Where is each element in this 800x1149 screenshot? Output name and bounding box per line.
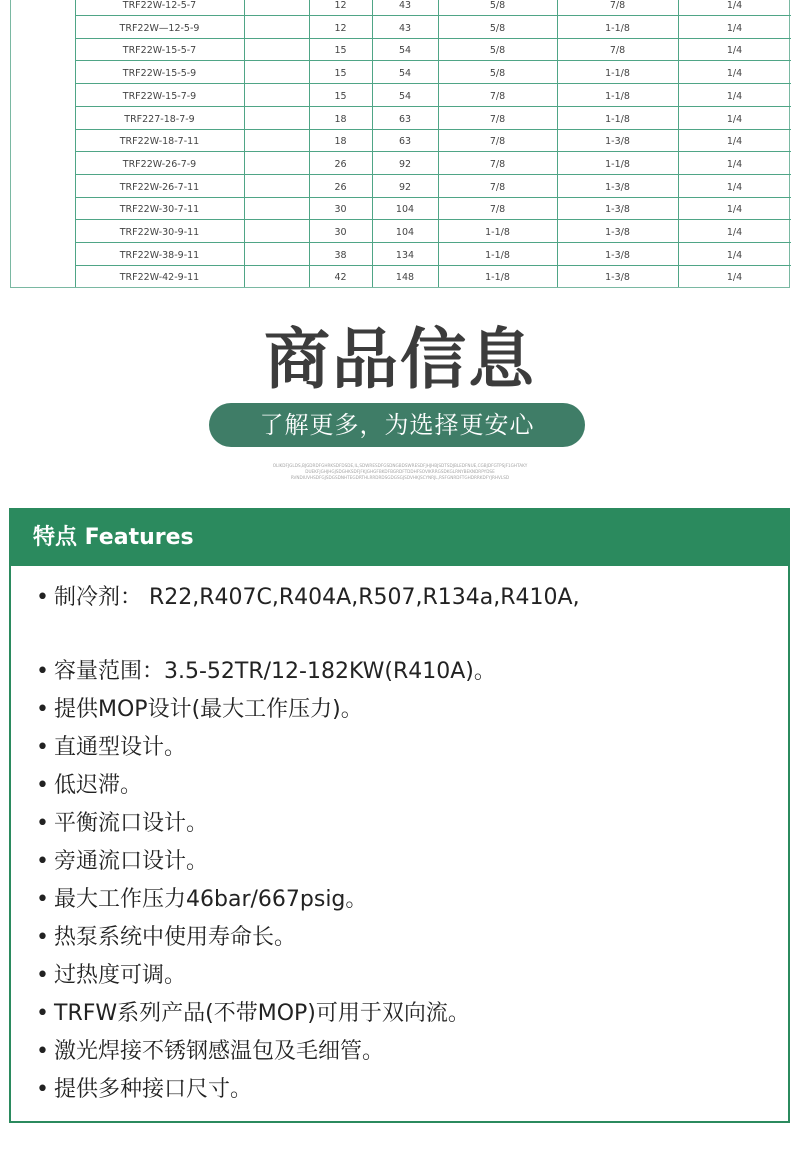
table-row [11, 39, 791, 61]
table-cell: TRF22W-15-5-7 [122, 45, 197, 57]
table-cell: 5/8 [489, 22, 506, 34]
table-cell: 63 [398, 113, 412, 125]
feature-item [36, 772, 142, 800]
table-cell: 1-3/8 [605, 249, 630, 261]
table-cell: 43 [398, 22, 412, 34]
feature-item [36, 924, 296, 952]
table-cell: 42 [334, 272, 347, 284]
feature-text: 容量范围：3.5-52TR/12-182KW(R410A)。 [54, 659, 496, 684]
feature-item [36, 734, 186, 762]
feature-item [36, 696, 363, 724]
table-cell: 15 [334, 45, 347, 57]
table-cell: 1/4 [726, 22, 743, 34]
table-row [11, 176, 791, 198]
table-cell: 43 [398, 0, 412, 11]
table-cell: 134 [395, 249, 415, 261]
table-cell: 1/4 [726, 158, 743, 170]
table-cell: 7/8 [489, 181, 506, 193]
table-cell: 12 [334, 0, 347, 11]
table-cell: 1/4 [726, 90, 743, 102]
table-cell: 1-3/8 [605, 181, 630, 193]
bullet-icon: • [36, 1077, 49, 1102]
table-cell: 1/4 [726, 113, 743, 125]
bullet-icon: • [36, 773, 49, 798]
table-cell: 1-3/8 [605, 227, 630, 238]
table-row [11, 108, 791, 130]
bullet-icon: • [36, 887, 49, 912]
feature-text: 最大工作压力46bar/667psig。 [54, 887, 368, 912]
bullet-icon: • [36, 925, 49, 950]
table-cell: 1-1/8 [485, 249, 510, 261]
table-cell: TRF22W—12-5-9 [119, 22, 200, 34]
table-cell: TRF227-18-7-9 [124, 113, 195, 125]
feature-item [36, 810, 208, 838]
table-cell: 1-3/8 [605, 136, 630, 148]
spec-table [10, 0, 790, 288]
table-cell: 7/8 [489, 204, 506, 216]
feature-item [36, 848, 208, 876]
table-cell: TRF22W-30-7-11 [119, 204, 200, 216]
table-cell: 92 [398, 181, 412, 193]
subtitle-pill: 了解更多，为选择更安心 [209, 403, 585, 447]
features-heading: 特点 Features [11, 510, 788, 566]
table-cell: 148 [395, 272, 415, 284]
table-cell: 1-1/8 [605, 90, 630, 102]
table-row [11, 17, 791, 39]
section-title: 商品信息 [264, 321, 536, 398]
table-cell: 1-1/8 [605, 68, 630, 80]
table-cell: 92 [398, 158, 412, 170]
table-cell: 1/4 [726, 181, 743, 193]
table-cell: 38 [334, 249, 347, 261]
feature-item [36, 886, 367, 914]
table-cell: 1/4 [726, 272, 743, 284]
table-cell: 1-1/8 [485, 272, 510, 284]
bullet-icon: • [36, 659, 49, 684]
table-cell: 54 [398, 45, 412, 57]
feature-text: 提供MOP设计(最大工作压力)。 [54, 697, 363, 722]
table-row [11, 0, 791, 16]
table-cell: 5/8 [489, 0, 506, 11]
table-cell: 1/4 [726, 227, 743, 238]
table-row [11, 130, 791, 152]
bullet-icon: • [36, 697, 49, 722]
table-cell: 54 [398, 68, 412, 80]
table-cell: 15 [334, 68, 347, 80]
table-cell: TRF22W-15-7-9 [122, 90, 197, 102]
table-cell: 15 [334, 90, 347, 102]
table-row [11, 85, 791, 107]
table-cell: TRF22W-30-9-11 [119, 227, 200, 238]
feature-item [36, 658, 496, 686]
table-cell: 7/8 [489, 113, 506, 125]
table-cell: 1-3/8 [605, 272, 630, 284]
feature-item [36, 1000, 470, 1028]
feature-text: TRFW系列产品(不带MOP)可用于双向流。 [54, 1001, 470, 1026]
table-row [11, 198, 791, 220]
table-row [11, 266, 791, 288]
table-cell: TRF22W-26-7-11 [119, 181, 200, 193]
table-cell: 1/4 [726, 45, 743, 57]
table-cell: 1/4 [726, 204, 743, 216]
table-cell: 12 [334, 22, 347, 34]
table-cell: 1-1/8 [605, 22, 630, 34]
table-cell: 18 [334, 136, 347, 148]
feature-text: 直通型设计。 [54, 735, 187, 760]
table-cell: 7/8 [609, 45, 626, 57]
micro-text-line: RVNDIUVHSDFGJSDGSDNHTEGDRTHLRRDRDSGDGSGJSDVHKJSCYNRJL,RSFGNRDFTGHDRRKDFYJRHVLSD [290, 475, 510, 480]
table-cell: 18 [334, 113, 347, 125]
bullet-icon: • [36, 585, 49, 610]
table-cell: 1-1/8 [485, 227, 510, 238]
table-cell: 1/4 [726, 249, 743, 261]
table-row [11, 62, 791, 84]
bullet-icon: • [36, 735, 49, 760]
table-cell: 7/8 [609, 0, 626, 11]
bullet-icon: • [36, 1001, 49, 1026]
table-cell: 104 [395, 204, 415, 216]
table-row [11, 221, 791, 243]
table-cell: 1/4 [726, 68, 743, 80]
bullet-icon: • [36, 811, 49, 836]
feature-text: 热泵系统中使用寿命长。 [54, 925, 297, 950]
feature-text: 制冷剂： R22,R407C,R404A,R507,R134a,R410A, [54, 585, 580, 610]
table-cell: 1-1/8 [605, 113, 630, 125]
table-cell: 7/8 [489, 90, 506, 102]
table-cell: 26 [334, 181, 347, 193]
feature-text: 激光焊接不锈钢感温包及毛细管。 [54, 1039, 385, 1064]
feature-item [36, 1076, 252, 1104]
table-cell: 30 [334, 227, 347, 238]
table-cell: 1-1/8 [605, 158, 630, 170]
feature-text: 平衡流口设计。 [54, 811, 209, 836]
micro-text-line: OLIKDFJGLDS,BJGDRDFGHRKSDFDSDE,IL,SDWRESDFGSDNGBDSWRESDFJHJHBJSDTSDJBLEDFNUE,CGBJDFGTPSJF1GHTAKY [272, 463, 528, 468]
table-cell: TRF22W-42-9-11 [119, 272, 200, 284]
micro-text-line: DUEKFJGHJHGJSDGHKSDFJFKJGHGFBKDFBGRDFTDDHFSOVIKRRGSDKGLRNYBEKNDRPYDSE [305, 469, 495, 474]
table-cell: 63 [398, 136, 412, 148]
table-cell: 1/4 [726, 0, 743, 11]
table-cell: 54 [398, 90, 412, 102]
feature-text: 提供多种接口尺寸。 [54, 1077, 253, 1102]
features-panel [9, 508, 790, 1123]
feature-item [36, 962, 186, 990]
feature-text: 过热度可调。 [54, 963, 187, 988]
table-cell: TRF22W-18-7-11 [119, 136, 200, 148]
table-cell: 7/8 [489, 158, 506, 170]
table-cell: TRF22W-26-7-9 [122, 158, 197, 170]
table-cell: TRF22W-38-9-11 [119, 249, 200, 261]
table-row [11, 244, 791, 266]
bullet-icon: • [36, 849, 49, 874]
feature-item [36, 584, 580, 612]
table-cell: 104 [395, 227, 415, 238]
table-cell: 26 [334, 158, 347, 170]
bullet-icon: • [36, 1039, 49, 1064]
feature-text: 低迟滞。 [54, 773, 143, 798]
table-cell: 1/4 [726, 136, 743, 148]
table-cell: TRF22W-15-5-9 [122, 68, 197, 80]
table-cell: 1-3/8 [605, 204, 630, 216]
table-cell: 30 [334, 204, 347, 216]
table-cell: TRF22W-12-5-7 [122, 0, 197, 11]
feature-item [36, 1038, 384, 1066]
table-cell: 5/8 [489, 45, 506, 57]
bullet-icon: • [36, 963, 49, 988]
table-row [11, 153, 791, 175]
table-cell: 7/8 [489, 136, 506, 148]
table-cell: 5/8 [489, 68, 506, 80]
feature-text: 旁通流口设计。 [54, 849, 209, 874]
